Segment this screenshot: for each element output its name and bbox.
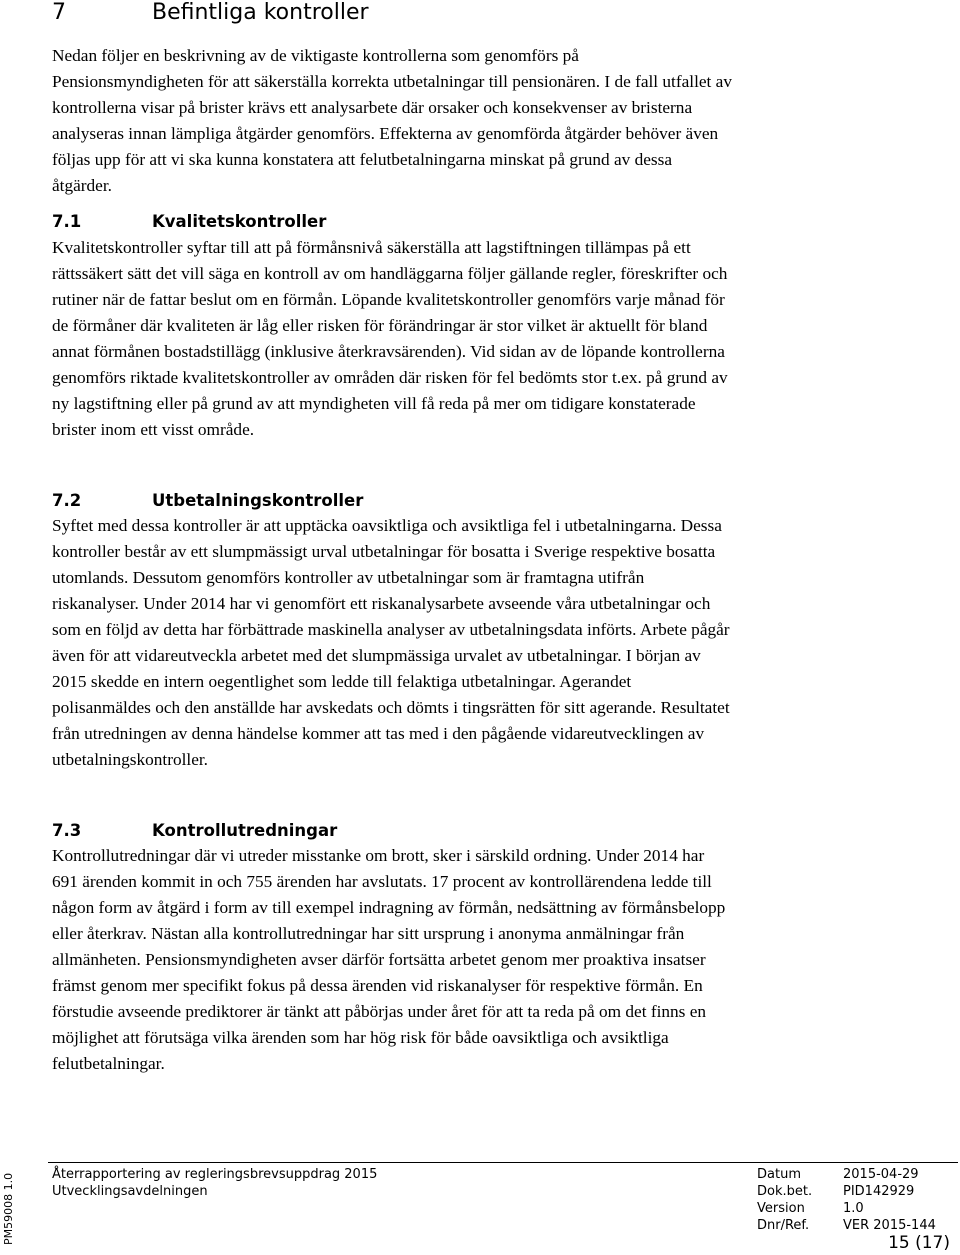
document-title: Återrapportering av regleringsbrevsuppdrag 2015	[52, 1167, 378, 1182]
section-paragraph-7-1: Kvalitetskontroller syftar till att på förmånsnivå säkerställa att lagstiftningen tillämpas på ett rättssäkert sätt det vill säga en kontroll av om handläggarna följer gällande regler, föreskrifter och rutiner när de fattar beslut om en förmån. Löpande kvalitetskontroller genomförs varje månad för de förmåner där kvaliteten är låg eller risken för förändringar är stor vilket är aktuellt för bland annat förmånen bostadstillägg (inklusive återkravsärenden). Vid sidan av de löpande kontrollerna genomförs riktade kvalitetskontroller av områden där risken för fel bedömts stor t.ex. på grund av ny lagstiftning eller på grund av att myndigheten vill få reda på mer om tidigare konstaterade brister inom ett visst område.	[52, 238, 728, 439]
section-title: Kvalitetskontroller	[152, 212, 327, 231]
meta-row-version	[757, 1200, 936, 1217]
department-name: Utvecklingsavdelningen	[52, 1184, 208, 1199]
meta-label: Datum	[757, 1167, 801, 1182]
form-id: PM59008 1.0	[2, 1172, 15, 1245]
section-heading-7-2	[52, 490, 363, 512]
section-title: Utbetalningskontroller	[152, 491, 364, 510]
footer-divider	[48, 1162, 958, 1163]
meta-value: VER 2015-144	[843, 1218, 936, 1233]
meta-value: 2015-04-29	[843, 1167, 919, 1182]
chapter-number: 7	[52, 0, 66, 25]
meta-label: Dok.bet.	[757, 1184, 813, 1199]
meta-value: PID142929	[843, 1184, 915, 1199]
section-number: 7.3	[52, 821, 82, 840]
meta-value: 1.0	[843, 1201, 864, 1216]
footer-left	[52, 1166, 377, 1200]
meta-label: Version	[757, 1201, 805, 1216]
page-number: 15 (17)	[888, 1233, 950, 1253]
section-paragraph-7-3: Kontrollutredningar där vi utreder misstanke om brott, sker i särskild ordning. Under 2014 har 691 ärenden kommit in och 755 ärenden har avslutats. 17 procent av kontrollärendena ledde till någon form av åtgärd i form av till exempel indragning av förmån, nedsättning av förmånsbelopp eller återkrav. Nästan alla kontrollutredningar har sitt ursprung i anonyma anmälningar från allmänheten. Pensionsmyndigheten avser därför fortsätta arbetet genom mer proaktiva insatser främst genom mer specifikt fokus på dessa ärenden vid riskanalyser för respektive förmån. En förstudie avseende prediktorer är tänkt att påbörjas under året för att ta reda på om det finns en möjlighet att förutsäga vilka ärenden som har hög risk för både oavsiktliga och avsiktliga felutbetalningar.	[52, 846, 726, 1073]
section-title: Kontrollutredningar	[152, 821, 338, 840]
section-paragraph-7-2: Syftet med dessa kontroller är att upptäcka oavsiktliga och avsiktliga fel i utbetalningarna. Dessa kontroller består av ett slumpmässigt urval utbetalningar för bosatta i Sverige respektive bosatta utomlands. Dessutom genomförs kontroller av utbetalningar som är framtagna utifrån riskanalyser. Under 2014 har vi genomfört ett riskanalysarbete avseende våra utbetalningar och som en följd av detta har förbättrade maskinella analyser av utbetalningsdata införts. Arbete pågår även för att vidareutveckla arbetet med det slumpmässiga urvalet av utbetalningar. I början av 2015 skedde en intern oegentlighet som ledde till felaktiga utbetalningar. Agerandet polisanmäldes och den anställde har avskedats och dömts i tingsrätten för sitt agerande. Resultatet från utredningen av denna händelse kommer att tas med i den pågående vidareutvecklingen av utbetalningskontroller.	[52, 516, 730, 769]
section-heading-7-3	[52, 820, 337, 842]
section-heading-7-1	[52, 211, 326, 233]
meta-label: Dnr/Ref.	[757, 1218, 810, 1233]
document-metadata	[757, 1166, 936, 1234]
chapter-heading	[52, 0, 369, 26]
meta-row-datum	[757, 1166, 936, 1183]
meta-row-dokbet	[757, 1183, 936, 1200]
chapter-title: Befintliga kontroller	[152, 0, 369, 25]
intro-paragraph: Nedan följer en beskrivning av de viktigaste kontrollerna som genomförs på Pensionsmyndigheten för att säkerställa korrekta utbetalningar till pensionären. I de fall utfallet av kontrollerna visar på brister krävs ett analysarbete där orsaker och konsekvenser av bristerna analyseras innan lämpliga åtgärder genomförs. Effekterna av genomförda åtgärder behöver även följas upp för att vi ska kunna konstatera att felutbetalningarna minskat på grund av dessa åtgärder.	[52, 46, 732, 195]
section-number: 7.1	[52, 212, 82, 231]
meta-row-dnr	[757, 1217, 936, 1234]
section-number: 7.2	[52, 491, 82, 510]
